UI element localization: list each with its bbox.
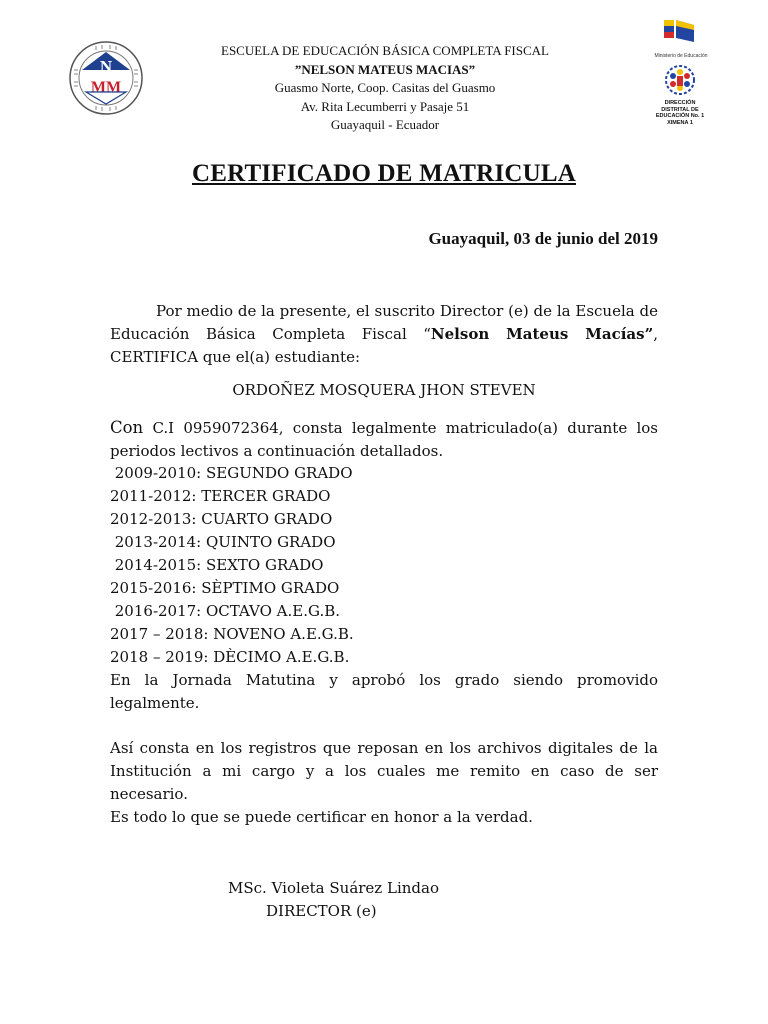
period-item: 2013-2014: QUINTO GRADO: [110, 533, 336, 551]
period-item: 2014-2015: SEXTO GRADO: [110, 556, 324, 574]
signature-block: [228, 877, 439, 923]
district-caption: DIRECCIÓN DISTRITAL DE EDUCACIÓN No. 1 XIMENA 1: [655, 100, 705, 126]
document-date: Guayaquil, 03 de junio del 2019: [428, 229, 658, 248]
periods-list: [110, 462, 658, 669]
period-item: 2016-2017: OCTAVO A.E.G.B.: [110, 602, 341, 620]
signatory-name: MSc. Violeta Suárez Lindao: [228, 879, 439, 897]
logo-initials-bottom: MM: [90, 79, 122, 96]
ministry-logo: [650, 16, 710, 126]
intro-school-name: Nelson Mateus Macías”: [430, 325, 654, 343]
school-header: [190, 42, 580, 135]
records-paragraph: Así consta en los registros que reposan en los archivos digitales de la Institución a mi cargo y a los cuales me remito en caso de ser necesario.: [110, 739, 658, 803]
period-item: 2012-2013: CUARTO GRADO: [110, 510, 333, 528]
signatory-role: DIRECTOR (e): [266, 902, 377, 920]
student-name: ORDOÑEZ MOSQUERA JHON STEVEN: [232, 381, 536, 399]
header-address-1: Guasmo Norte, Coop. Casitas del Guasmo: [274, 80, 496, 95]
ministry-name: Ministerio de Educación: [654, 53, 708, 59]
closing-paragraph: Es todo lo que se puede certificar en honor a la verdad.: [110, 808, 533, 826]
logo-initial-top: N: [99, 57, 113, 76]
enrollment-paragraph: [110, 416, 658, 463]
header-school-name: ”NELSON MATEUS MACIAS”: [294, 61, 476, 77]
period-item: 2011-2012: TERCER GRADO: [110, 487, 331, 505]
header-line-1: ESCUELA DE EDUCACIÓN BÁSICA COMPLETA FISCAL: [221, 43, 549, 58]
enrollment-lead: Con: [110, 418, 144, 437]
period-item: 2017 – 2018: NOVENO A.E.G.B.: [110, 625, 354, 643]
shift-paragraph: En la Jornada Matutina y aprobó los grado siendo promovido legalmente.: [110, 671, 658, 712]
intro-text-1: Por medio de la presente, el suscrito Director (e) de la Escuela de Educación Básica Completa Fiscal “: [110, 302, 658, 343]
intro-text-2: , CERTIFICA que el(a) estudiante:: [110, 325, 658, 366]
period-item: 2015-2016: SÈPTIMO GRADO: [110, 579, 340, 597]
period-item: 2018 – 2019: DÈCIMO A.E.G.B.: [110, 648, 350, 666]
intro-paragraph: [110, 300, 658, 369]
period-item: 2009-2010: SEGUNDO GRADO: [110, 464, 353, 482]
header-city: Guayaquil - Ecuador: [330, 117, 440, 132]
school-logo: [68, 40, 144, 116]
enrollment-text: C.I 0959072364, consta legalmente matriculado(a) durante los periodos lectivos a continuación detallados.: [110, 419, 658, 460]
header-address-2: Av. Rita Lecumberri y Pasaje 51: [300, 98, 470, 114]
page-title: CERTIFICADO DE MATRICULA: [191, 160, 577, 187]
